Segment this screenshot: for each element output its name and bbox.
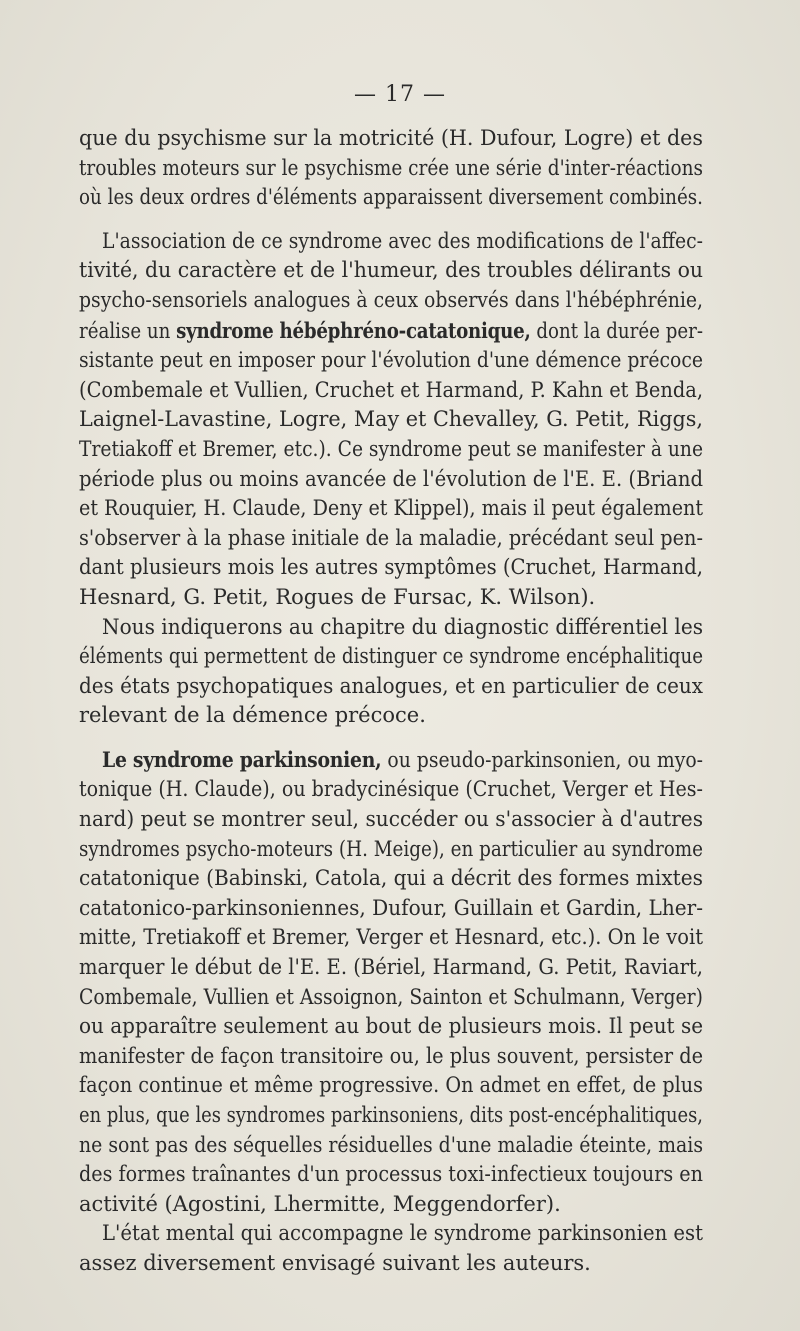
text-line: où les deux ordres d'éléments apparaissent diversement combinés. (79, 185, 703, 210)
text-line: catatonique (Babinski, Catola, qui a décrit des formes mixtes (79, 866, 704, 891)
text-line: tivité, du caractère et de l'humeur, des troubles délirants ou (79, 258, 703, 283)
text-line (79, 745, 703, 776)
text-line: éléments qui permettent de distinguer ce syndrome encéphalitique (79, 644, 704, 669)
paragraph-2 (79, 227, 703, 613)
text-line: dant plusieurs mois les autres symptômes (Cruchet, Harmand, (79, 555, 703, 580)
text-line: Combemale, Vullien et Assoignon, Sainton et Schulmann, Verger) (79, 984, 703, 1009)
text-line: relevant de la démence précoce. (79, 703, 426, 728)
paragraph-4 (79, 745, 703, 1220)
text-line: Nous indiquerons au chapitre du diagnostic différentiel les (102, 614, 704, 639)
parkinson-heading: Le syndrome parkinsonien, (102, 746, 382, 772)
text-line: que du psychisme sur la motricité (H. Dufour, Logre) et des (79, 126, 703, 150)
text-line: Tretiakoff et Bremer, etc.). Ce syndrome peut se manifester à une (79, 436, 703, 461)
text-line: L'association de ce syndrome avec des modifications de l'affec- (102, 228, 704, 253)
text-line: et Rouquier, H. Claude, Deny et Klippel), mais il peut également (79, 496, 704, 521)
text-fragment: ou pseudo-parkinsonien, ou myo- (381, 747, 704, 772)
text-line: des formes traînantes d'un processus toxi-infectieux toujours en (79, 1162, 703, 1187)
text-line: troubles moteurs sur le psychisme crée une série d'inter-réactions (79, 155, 704, 180)
text-line: psycho-sensoriels analogues à ceux observés dans l'hébéphrénie, (79, 287, 704, 312)
text-line: façon continue et même progressive. On admet en effet, de plus (79, 1073, 704, 1098)
page-number: — 17 — (354, 82, 446, 107)
text-line: catatonico-parkinsoniennes, Dufour, Guillain et Gardin, Lher- (79, 895, 704, 920)
paragraph-3 (79, 613, 703, 731)
text-fragment: réalise un (79, 318, 177, 343)
text-line: Hesnard, G. Petit, Rogues de Fursac, K. Wilson). (79, 584, 596, 609)
text-line: des états psychopatiques analogues, et en particulier de ceux (79, 673, 704, 698)
text-line: ne sont pas des séquelles résiduelles d'une maladie éteinte, mais (79, 1132, 704, 1157)
body-text (79, 124, 703, 1279)
paragraph-5 (79, 1219, 703, 1278)
text-line: L'état mental qui accompagne le syndrome parkinsonien est (102, 1221, 703, 1246)
syndrome-heading: syndrome hébéphréno-catatonique, (176, 317, 531, 343)
text-line: sistante peut en imposer pour l'évolution d'une démence précoce (79, 348, 704, 373)
text-line: manifester de façon transitoire ou, le plus souvent, persister de (79, 1043, 704, 1068)
text-line: (Combemale et Vullien, Cruchet et Harmand, P. Kahn et Benda, (79, 377, 704, 402)
text-line: assez diversement envisagé suivant les auteurs. (79, 1250, 591, 1275)
text-line: Laignel-Lavastine, Logre, May et Chevalley, G. Petit, Riggs, (79, 407, 704, 432)
text-line (79, 316, 703, 347)
paragraph-1 (79, 124, 703, 213)
text-line: mitte, Tretiakoff et Bremer, Verger et Hesnard, etc.). On le voit (79, 925, 704, 950)
text-line: syndromes psycho-moteurs (H. Meige), en particulier au syndrome (79, 836, 704, 861)
text-line: s'observer à la phase initiale de la maladie, précédant seul pen- (79, 525, 703, 550)
text-line: en plus, que les syndromes parkinsoniens, dits post-encéphalitiques, (79, 1103, 703, 1127)
text-line: tonique (H. Claude), ou bradycinésique (Cruchet, Verger et Hes- (79, 777, 703, 802)
text-fragment: dont la durée per- (530, 318, 704, 343)
text-line: marquer le début de l'E. E. (Bériel, Harmand, G. Petit, Raviart, (79, 955, 704, 980)
text-line: ou apparaître seulement au bout de plusieurs mois. Il peut se (79, 1014, 704, 1039)
text-line: période plus ou moins avancée de l'évolution de l'E. E. (Briand (79, 466, 704, 491)
text-line: activité (Agostini, Lhermitte, Meggendorfer). (79, 1191, 561, 1216)
text-line: nard) peut se montrer seul, succéder ou s'associer à d'autres (79, 807, 704, 832)
